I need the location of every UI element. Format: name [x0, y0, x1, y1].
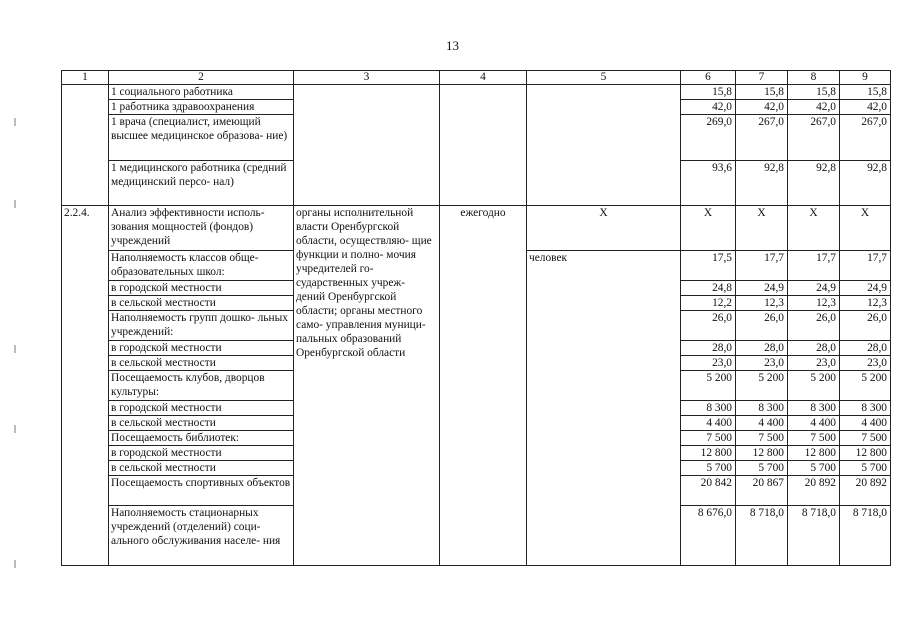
- value-cell: 26,0: [736, 311, 788, 341]
- value-cell: 24,9: [840, 281, 891, 296]
- value-cell: 42,0: [736, 100, 788, 115]
- empty-cell: [440, 85, 527, 206]
- row-label: в городской местности: [109, 401, 294, 416]
- value-cell: 42,0: [681, 100, 736, 115]
- value-cell: 4 400: [788, 416, 840, 431]
- value-cell: 15,8: [840, 85, 891, 100]
- value-cell: 5 200: [840, 371, 891, 401]
- empty-cell: [62, 85, 109, 206]
- value-cell: 15,8: [736, 85, 788, 100]
- table-row: [62, 206, 891, 251]
- column-header: 1: [62, 71, 109, 85]
- responsible-bodies: органы исполнительной власти Оренбургской области, осуществляю- щие функции и полно- мочия учредителей го- сударственных учреж- дений Оренбургской области; органы местного само- управления муници- пальных образований Оренбургской области: [294, 206, 440, 566]
- value-cell: 8 300: [736, 401, 788, 416]
- row-label: в сельской местности: [109, 416, 294, 431]
- value-cell: 23,0: [681, 356, 736, 371]
- value-cell: 20 892: [840, 476, 891, 506]
- value-cell: 8 676,0: [681, 506, 736, 566]
- row-label: Посещаемость библиотек:: [109, 431, 294, 446]
- value-cell: X: [681, 206, 736, 251]
- value-cell: 5 700: [681, 461, 736, 476]
- row-label: Наполняемость классов обще- образовательных школ:: [109, 251, 294, 281]
- column-header: 7: [736, 71, 788, 85]
- value-cell: 8 718,0: [736, 506, 788, 566]
- row-label: 1 врача (специалист, имеющий высшее медицинское образова- ние): [109, 115, 294, 161]
- value-cell: 12 800: [736, 446, 788, 461]
- row-label: Наполняемость стационарных учреждений (отделений) соци- ального обслуживания населе- ния: [109, 506, 294, 566]
- value-cell: 12,2: [681, 296, 736, 311]
- value-cell: 267,0: [736, 115, 788, 161]
- value-cell: 17,5: [681, 251, 736, 281]
- value-cell: 17,7: [736, 251, 788, 281]
- column-header: 9: [840, 71, 891, 85]
- value-cell: 24,9: [788, 281, 840, 296]
- page-number: 13: [446, 38, 459, 53]
- value-cell: 20 867: [736, 476, 788, 506]
- row-label: в сельской местности: [109, 461, 294, 476]
- row-label: в сельской местности: [109, 356, 294, 371]
- value-cell: 5 200: [681, 371, 736, 401]
- value-cell: 12 800: [788, 446, 840, 461]
- value-cell: 28,0: [788, 341, 840, 356]
- data-table: [61, 70, 891, 566]
- value-cell: 8 718,0: [840, 506, 891, 566]
- value-cell: 12,3: [788, 296, 840, 311]
- value-cell: 24,9: [736, 281, 788, 296]
- value-cell: 23,0: [736, 356, 788, 371]
- value-cell: 26,0: [840, 311, 891, 341]
- value-cell: 92,8: [840, 161, 891, 206]
- value-cell: 42,0: [788, 100, 840, 115]
- row-label: 1 социального работника: [109, 85, 294, 100]
- value-cell: 7 500: [788, 431, 840, 446]
- value-cell: 26,0: [681, 311, 736, 341]
- column-header: 6: [681, 71, 736, 85]
- value-cell: 23,0: [788, 356, 840, 371]
- margin-mark: [14, 345, 16, 353]
- row-label: в сельской местности: [109, 296, 294, 311]
- row-label: Посещаемость клубов, дворцов культуры:: [109, 371, 294, 401]
- value-cell: 8 300: [840, 401, 891, 416]
- column-header: 4: [440, 71, 527, 85]
- value-cell: 267,0: [840, 115, 891, 161]
- value-cell: 28,0: [736, 341, 788, 356]
- empty-cell: [527, 85, 681, 206]
- value-cell: 15,8: [788, 85, 840, 100]
- value-cell: 26,0: [788, 311, 840, 341]
- value-cell: 24,8: [681, 281, 736, 296]
- value-cell: 7 500: [681, 431, 736, 446]
- value-cell: 5 200: [788, 371, 840, 401]
- value-cell: 4 400: [736, 416, 788, 431]
- value-cell: 12,3: [840, 296, 891, 311]
- margin-mark: [14, 118, 16, 126]
- value-cell: 5 700: [788, 461, 840, 476]
- row-label: в городской местности: [109, 341, 294, 356]
- periodicity: ежегодно: [440, 206, 527, 566]
- value-cell: 42,0: [840, 100, 891, 115]
- value-cell: 269,0: [681, 115, 736, 161]
- value-cell: 7 500: [736, 431, 788, 446]
- value-cell: 20 892: [788, 476, 840, 506]
- margin-mark: [14, 560, 16, 568]
- value-cell: 267,0: [788, 115, 840, 161]
- value-cell: 28,0: [681, 341, 736, 356]
- column-number-row: [62, 71, 891, 85]
- value-cell: 5 700: [736, 461, 788, 476]
- value-cell: X: [736, 206, 788, 251]
- column-header: 3: [294, 71, 440, 85]
- table-row: [62, 85, 891, 100]
- row-label: 1 медицинского работника (средний медицинский персо- нал): [109, 161, 294, 206]
- value-cell: 93,6: [681, 161, 736, 206]
- row-label: 1 работника здравоохранения: [109, 100, 294, 115]
- value-cell: 17,7: [840, 251, 891, 281]
- value-cell: 28,0: [840, 341, 891, 356]
- column-header: 2: [109, 71, 294, 85]
- value-cell: 8 718,0: [788, 506, 840, 566]
- value-cell: 4 400: [840, 416, 891, 431]
- column-header: 8: [788, 71, 840, 85]
- row-label: Наполняемость групп дошко- льных учреждений:: [109, 311, 294, 341]
- empty-cell: [294, 85, 440, 206]
- section-number: 2.2.4.: [62, 206, 109, 566]
- value-cell: X: [788, 206, 840, 251]
- value-cell: 23,0: [840, 356, 891, 371]
- value-cell: 5 200: [736, 371, 788, 401]
- value-cell: 8 300: [788, 401, 840, 416]
- value-cell: 92,8: [736, 161, 788, 206]
- value-cell: 12,3: [736, 296, 788, 311]
- row-label: в городской местности: [109, 281, 294, 296]
- value-cell: 17,7: [788, 251, 840, 281]
- value-cell: 15,8: [681, 85, 736, 100]
- value-cell: 5 700: [840, 461, 891, 476]
- section-title: Анализ эффективности исполь- зования мощностей (фондов) учреждений: [109, 206, 294, 251]
- column-header: 5: [527, 71, 681, 85]
- value-cell: 4 400: [681, 416, 736, 431]
- value-cell: 92,8: [788, 161, 840, 206]
- unit-cell: человек: [527, 251, 681, 566]
- row-label: Посещаемость спортивных объектов: [109, 476, 294, 506]
- row-label: в городской местности: [109, 446, 294, 461]
- margin-mark: [14, 425, 16, 433]
- value-cell: X: [840, 206, 891, 251]
- value-cell: 8 300: [681, 401, 736, 416]
- value-cell: 12 800: [840, 446, 891, 461]
- value-cell: 12 800: [681, 446, 736, 461]
- unit-cell: X: [527, 206, 681, 251]
- value-cell: 20 842: [681, 476, 736, 506]
- value-cell: 7 500: [840, 431, 891, 446]
- margin-mark: [14, 200, 16, 208]
